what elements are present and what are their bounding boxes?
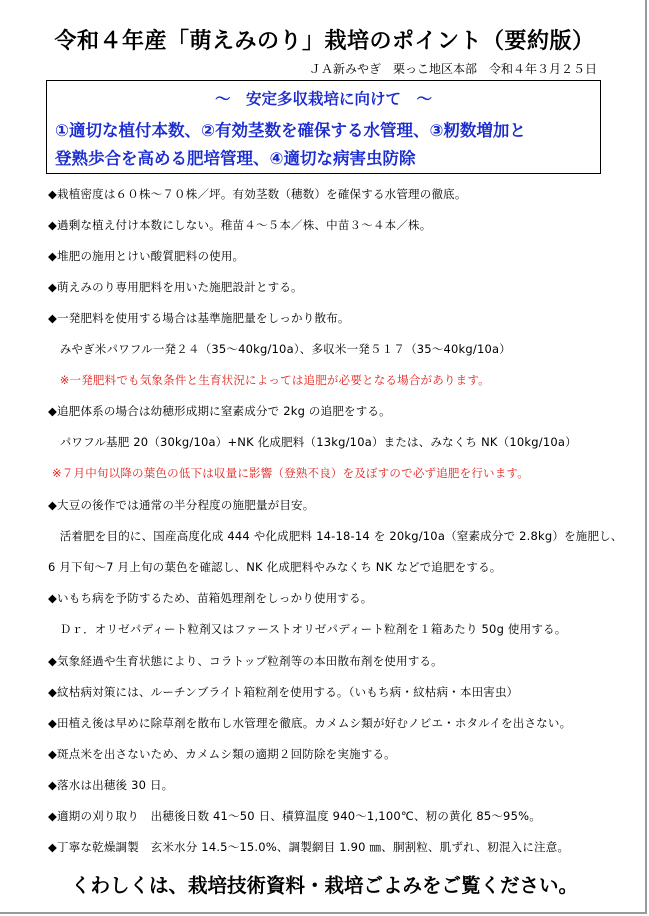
point-one-shot-products: みやぎ米パワフル一発２４（35～40kg/10a）、多収米一発５１７（35～40kg/10a） [48,342,511,356]
point-stink-bug-control: ◆斑点米を出さないため、カメムシ類の適期２回防除を実施する。 [48,747,396,761]
point-rooting-fertilizer-cont: 6 月下旬～7 月上旬の葉色を確認し、NK 化成肥料やみなくち NK などで追肥をする。 [48,560,502,574]
point-blast-prevention: ◆いもち病を予防するため、苗箱処理剤をしっかり使用する。 [48,591,373,605]
point-one-shot-fertilizer: ◆一発肥料を使用する場合は基準施肥量をしっかり散布。 [48,311,350,325]
point-blast-products: Ｄｒ．オリゼパディート粒剤又はファーストオリゼパディート粒剤を１箱あたり 50g 使用する。 [48,622,567,636]
note-july-leaf-color: ※７月中旬以降の葉色の低下は収量に影響（登熟不良）を及ぼすので必ず追肥を行います。 [52,466,529,480]
point-planting-density: ◆栽植密度は６０株～７０株／坪。有効茎数（穂数）を確保する水管理の徹底。 [48,187,467,201]
point-field-spray: ◆気象経過や生育状態により、コラトップ粒剤等の本田散布剤を使用する。 [48,654,443,668]
summary-box [46,80,601,174]
point-drainage: ◆落水は出穂後 30 日。 [48,778,174,792]
organization-date-line: ＪＡ新みやぎ 栗っこ地区本部 令和４年３月２５日 [308,62,597,76]
footer-note: くわしくは、栽培技術資料・栽培ごよみをご覧ください。 [70,874,578,897]
point-seedlings-per-hill: ◆過剰な植え付け本数にしない。稚苗４～５本／株、中苗３～４本／株。 [48,218,432,232]
point-drying: ◆丁寧な乾燥調製 玄米水分 14.5～15.0%、調製網目 1.90 ㎜、胴割粒、肌ずれ、籾混入に注意。 [48,840,570,854]
point-topdressing-products: パワフル基肥 20（30kg/10a）+NK 化成肥料（13kg/10a）または、みなくち NK（10kg/10a） [48,435,577,449]
summary-line-1: ①適切な植付本数、②有効茎数を確保する水管理、③籾数増加と [55,121,526,140]
point-topdressing-system: ◆追肥体系の場合は幼穂形成期に窒素成分で 2kg の追肥をする。 [48,404,391,418]
point-sheath-blight: ◆紋枯病対策には、ルーチンブライト箱粒剤を使用する。（いもち病・紋枯病・本田害虫） [48,685,519,699]
point-after-soybean: ◆大豆の後作では通常の半分程度の施肥量が目安。 [48,498,315,512]
point-herbicide: ◆田植え後は早めに除草剤を散布し水管理を徹底。カメムシ類が好むノビエ・ホタルイを出さない。 [48,716,572,730]
page-title: 令和４年産「萌えみのり」栽培のポイント（要約版） [54,28,595,54]
point-compost: ◆堆肥の施用とけい酸質肥料の使用。 [48,249,245,263]
summary-line-2: 登熟歩合を高める肥培管理、④適切な病害虫防除 [55,149,416,168]
point-dedicated-fertilizer: ◆萌えみのり専用肥料を用いた施肥設計とする。 [48,280,303,294]
point-rooting-fertilizer: 活着肥を目的に、国産高度化成 444 や化成肥料 14-18-14 を 20kg/10a（窒素成分で 2.8kg）を施肥し、 [48,529,623,543]
point-harvest: ◆適期の刈り取り 出穂後日数 41～50 日、積算温度 940～1,100℃、籾の黄化 85～95%。 [48,809,541,823]
summary-heading: ～ 安定多収栽培に向けて ～ [214,90,432,108]
note-one-shot-topdressing: ※一発肥料でも気象条件と生育状況によっては追肥が必要となる場合があります。 [48,373,490,387]
